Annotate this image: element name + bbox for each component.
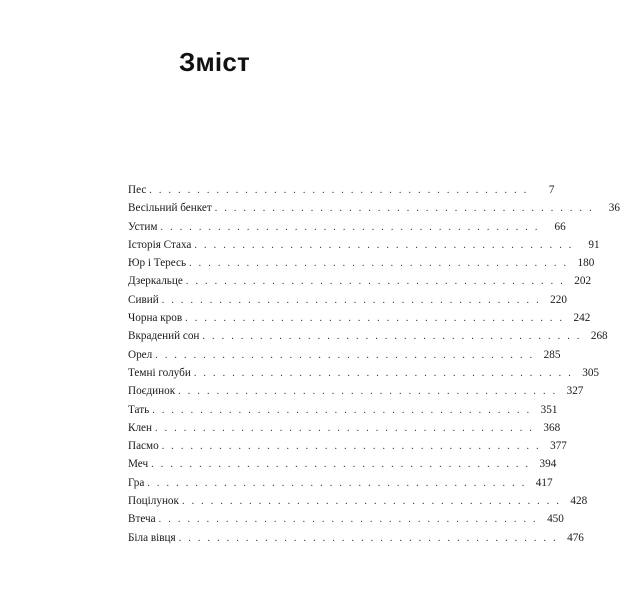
toc-leader-dots: . . . . . . . . . . . . . . . . . . . . . . . . . . . . . . . . . . . . . . . . xyxy=(189,258,569,270)
toc-entry xyxy=(128,382,584,400)
toc-entry-page: 66 xyxy=(554,220,566,233)
toc-entry xyxy=(128,419,561,437)
toc-leader-dots: . . . . . . . . . . . . . . . . . . . . . . . . . . . . . . . . . . . . . . . . xyxy=(152,404,532,416)
toc-entry-title: Поєдинок xyxy=(128,385,176,398)
toc-leader-dots: . . . . . . . . . . . . . . . . . . . . . . . . . . . . . . . . . . . . . . . . xyxy=(155,349,535,361)
toc-entry-page: 377 xyxy=(550,440,567,453)
toc-entry-title: Темні голуби xyxy=(128,366,191,379)
toc-entry-title: Меч xyxy=(128,458,149,471)
toc-entry-title: Чорна кров xyxy=(128,312,183,325)
toc-leader-dots: . . . . . . . . . . . . . . . . . . . . . . . . . . . . . . . . . . . . . . . . xyxy=(185,276,566,288)
toc-entry xyxy=(128,364,600,382)
table-of-contents xyxy=(128,181,620,547)
toc-entry xyxy=(128,492,588,510)
toc-entry-page: 428 xyxy=(570,495,588,508)
toc-entry-page: 394 xyxy=(539,458,557,471)
toc-entry-title: Клен xyxy=(128,421,152,434)
toc-entry xyxy=(128,401,558,419)
toc-entry-page: 368 xyxy=(543,421,561,434)
page-title: Зміст xyxy=(179,47,250,77)
toc-entry-title: Устим xyxy=(128,220,158,233)
toc-entry-page: 7 xyxy=(548,184,555,196)
toc-entry-title: Пасмо xyxy=(128,440,159,453)
toc-leader-dots: . . . . . . . . . . . . . . . . . . . . . . . . . . . . . . . . . . . . . . . . xyxy=(158,514,538,526)
toc-entry-page: 327 xyxy=(566,385,584,398)
toc-entry-title: Юр і Тересь xyxy=(128,257,187,270)
toc-leader-dots: . . . . . . . . . . . . . . . . . . . . . . . . . . . . . . . . . . . . . . . . xyxy=(160,221,540,233)
toc-leader-dots: . . . . . . . . . . . . . . . . . . . . . . . . . . . . . . . . . . . . . . . . xyxy=(149,185,529,196)
toc-leader-dots: . . . . . . . . . . . . . . . . . . . . . . . . . . . . . . . . . . . . . . . . xyxy=(202,331,582,343)
toc-leader-dots: . . . . . . . . . . . . . . . . . . . . . . . . . . . . . . . . . . . . . . . . xyxy=(178,532,558,544)
toc-entry-page: 220 xyxy=(550,293,567,306)
toc-leader-dots: . . . . . . . . . . . . . . . . . . . . . . . . . . . . . . . . . . . . . . . . xyxy=(155,422,535,434)
toc-entry-page: 305 xyxy=(582,366,600,379)
toc-entry-page: 242 xyxy=(573,312,591,325)
toc-entry-page: 202 xyxy=(574,275,592,288)
toc-entry xyxy=(128,455,557,473)
toc-entry-page: 36 xyxy=(608,202,620,215)
toc-entry-title: Вкрадений сон xyxy=(128,330,200,343)
toc-entry-page: 417 xyxy=(535,476,553,489)
toc-entry-page: 450 xyxy=(547,513,564,526)
toc-entry-page: 476 xyxy=(567,531,584,544)
toc-leader-dots: . . . . . . . . . . . . . . . . . . . . . . . . . . . . . . . . . . . . . . . . xyxy=(214,203,594,215)
toc-entry xyxy=(128,437,567,455)
toc-entry xyxy=(128,181,555,199)
toc-entry-title: Весільний бенкет xyxy=(128,202,212,215)
toc-entry-title: Втеча xyxy=(128,513,156,526)
toc-entry-page: 268 xyxy=(590,330,608,343)
toc-entry xyxy=(128,510,564,528)
toc-entry xyxy=(128,236,600,254)
toc-leader-dots: . . . . . . . . . . . . . . . . . . . . . . . . . . . . . . . . . . . . . . . . xyxy=(161,441,541,453)
toc-leader-dots: . . . . . . . . . . . . . . . . . . . . . . . . . . . . . . . . . . . . . . . . xyxy=(151,459,531,471)
toc-entry-title: Орел xyxy=(128,348,153,361)
toc-entry-page: 91 xyxy=(588,238,600,251)
toc-entry xyxy=(128,327,608,345)
toc-leader-dots: . . . . . . . . . . . . . . . . . . . . . . . . . . . . . . . . . . . . . . . . xyxy=(185,313,565,325)
toc-entry xyxy=(128,291,567,309)
toc-entry xyxy=(128,309,591,327)
toc-entry-title: Пес xyxy=(128,184,147,196)
toc-entry-page: 180 xyxy=(577,257,595,270)
toc-leader-dots: . . . . . . . . . . . . . . . . . . . . . . . . . . . . . . . . . . . . . . . . xyxy=(178,386,558,398)
toc-entry-title: Дзеркальце xyxy=(128,275,183,288)
toc-entry-title: Поцілунок xyxy=(128,495,179,508)
toc-entry-title: Історія Стаха xyxy=(128,238,192,251)
toc-entry-title: Сивий xyxy=(128,293,159,306)
toc-leader-dots: . . . . . . . . . . . . . . . . . . . . . . . . . . . . . . . . . . . . . . . . xyxy=(194,239,574,251)
toc-entry-title: Біла вівця xyxy=(128,531,176,544)
toc-entry xyxy=(128,199,620,217)
toc-entry xyxy=(128,529,584,547)
toc-entry xyxy=(128,346,561,364)
toc-entry-title: Тать xyxy=(128,403,150,416)
toc-leader-dots: . . . . . . . . . . . . . . . . . . . . . . . . . . . . . . . . . . . . . . . . xyxy=(181,496,562,508)
toc-leader-dots: . . . . . . . . . . . . . . . . . . . . . . . . . . . . . . . . . . . . . . . . xyxy=(147,477,527,489)
toc-leader-dots: . . . . . . . . . . . . . . . . . . . . . . . . . . . . . . . . . . . . . . . . xyxy=(193,367,574,379)
toc-entry-page: 351 xyxy=(540,403,558,416)
toc-entry xyxy=(128,254,595,272)
toc-entry xyxy=(128,474,553,492)
toc-entry xyxy=(128,218,566,236)
toc-entry-page: 285 xyxy=(543,348,561,361)
toc-leader-dots: . . . . . . . . . . . . . . . . . . . . . . . . . . . . . . . . . . . . . . . . xyxy=(161,294,541,306)
toc-entry-title: Гра xyxy=(128,476,145,489)
toc-entry xyxy=(128,272,592,290)
